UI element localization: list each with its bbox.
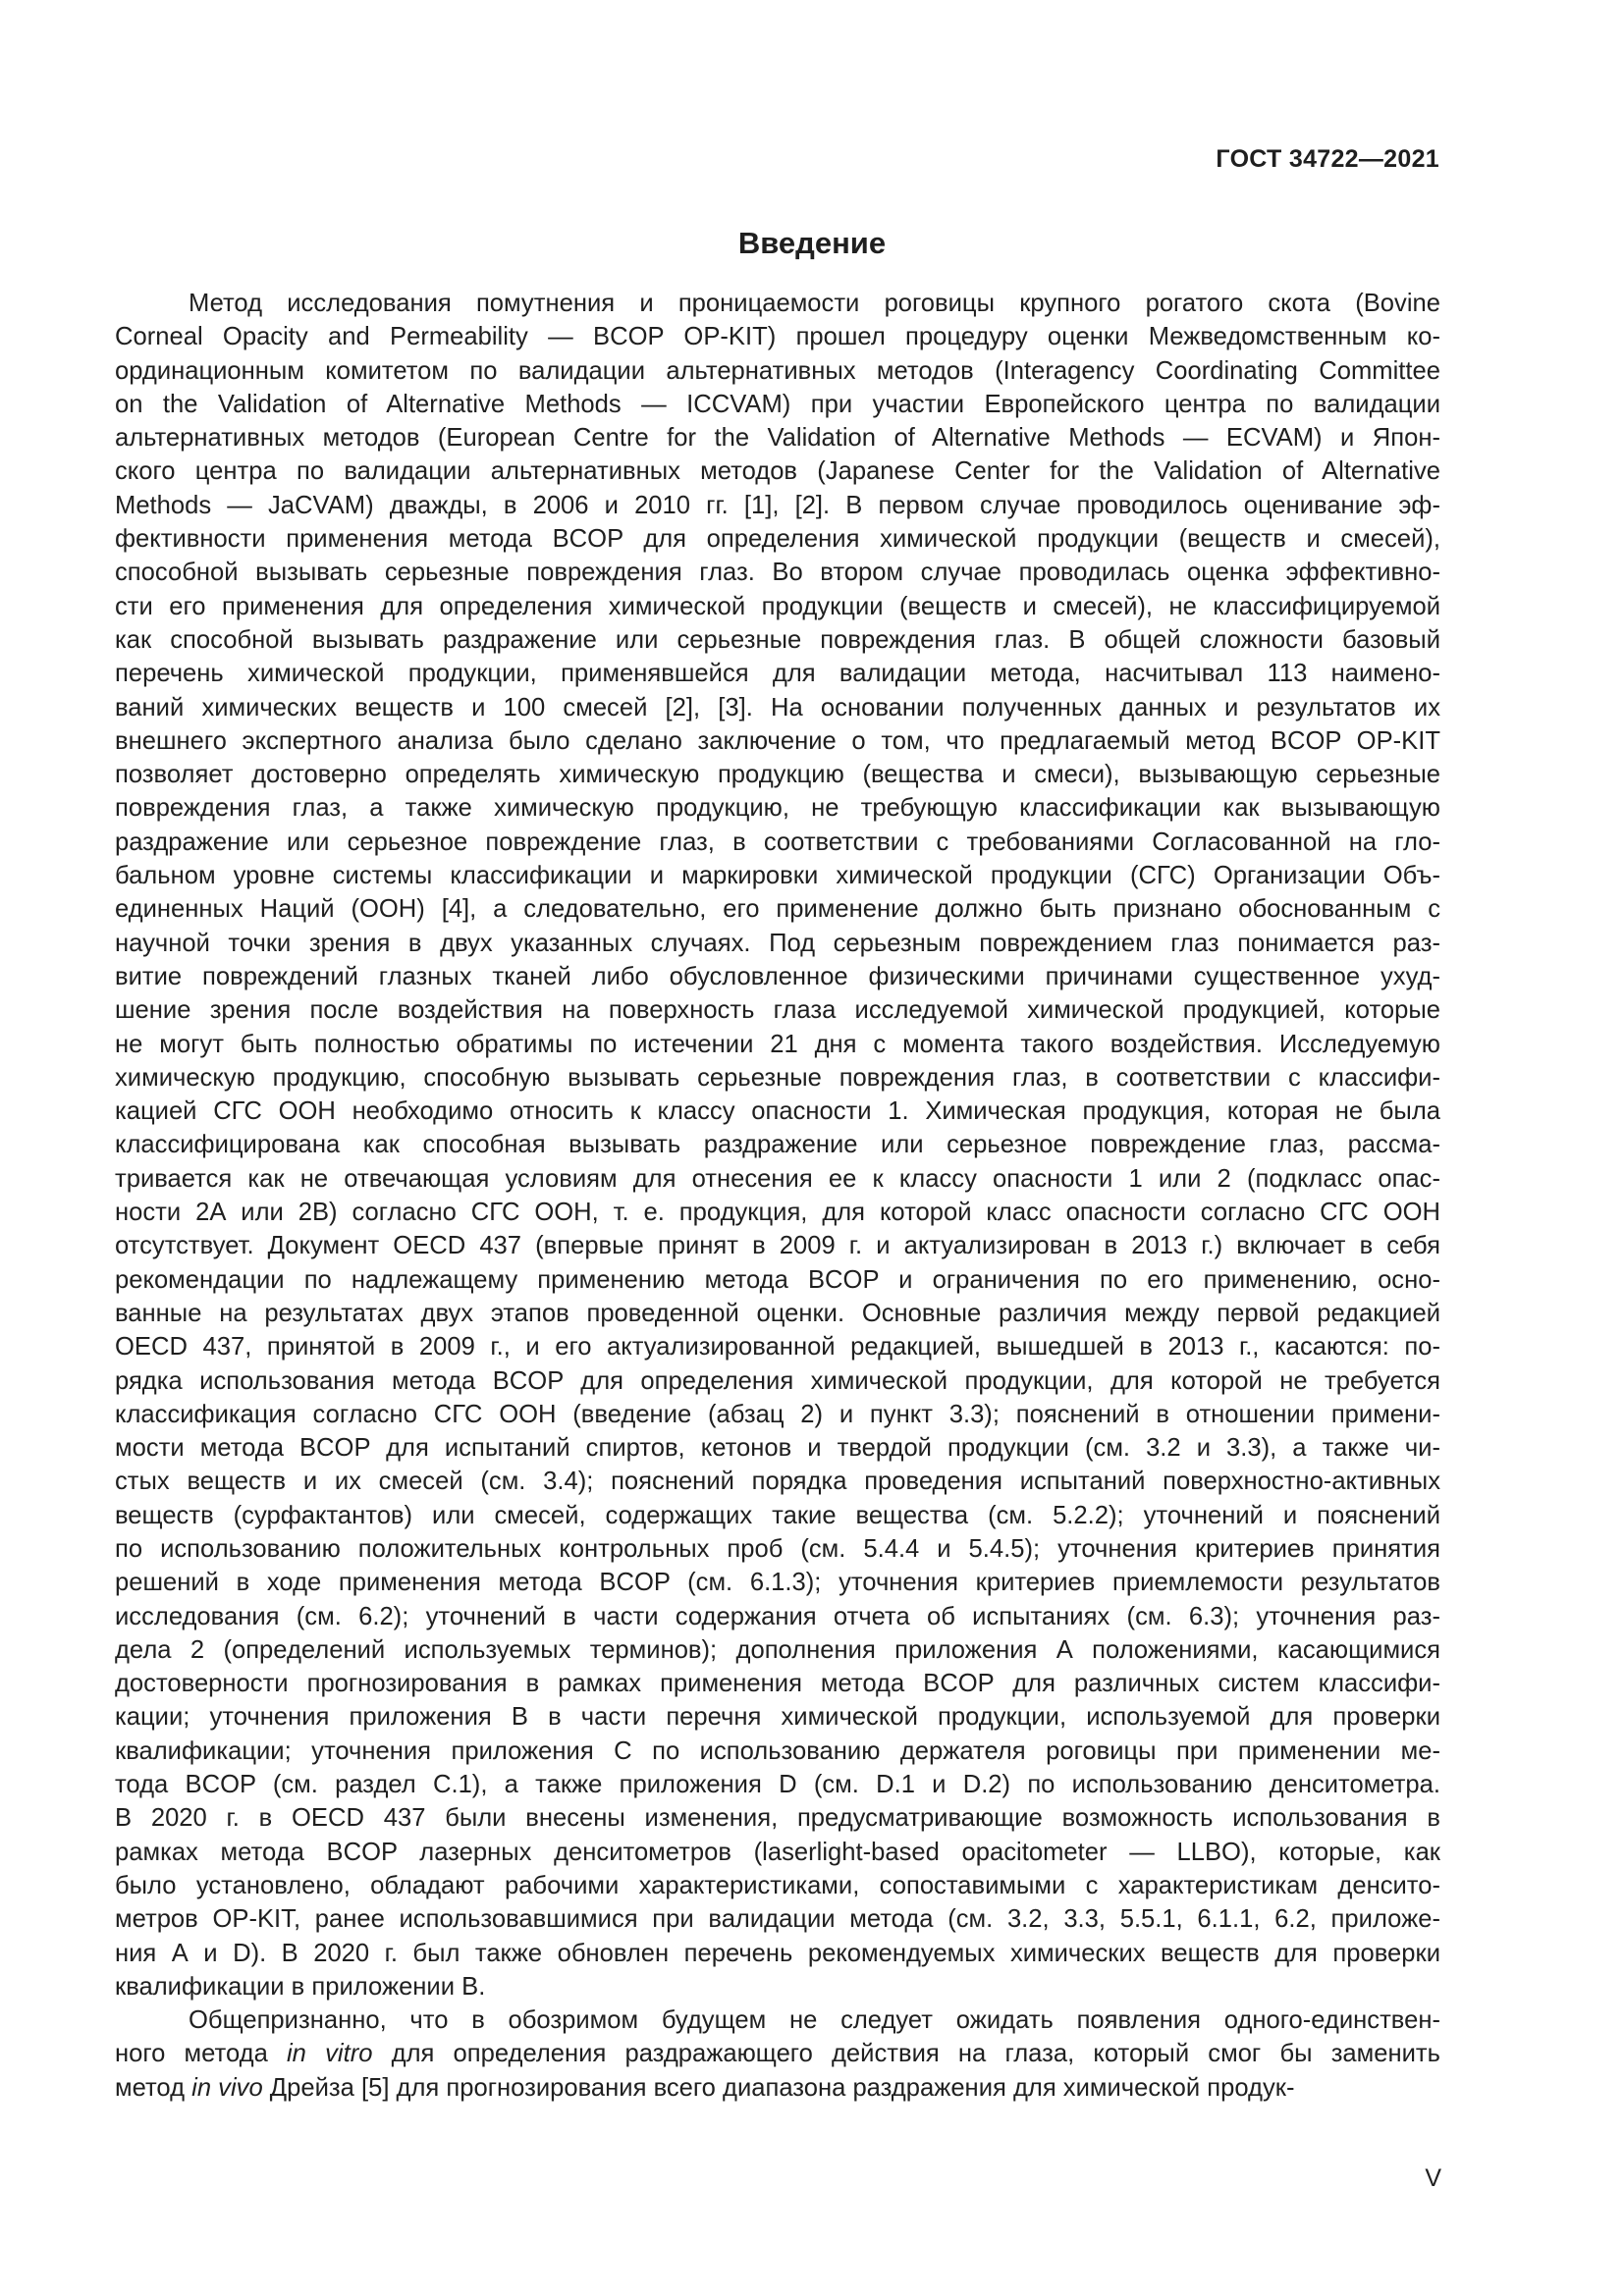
paragraph bbox=[115, 2003, 1440, 2105]
text-line: OECD 437, принятой в 2009 г., и его актуализированной редакцией, вышедшей в 2013 г., касаются: по- bbox=[115, 1333, 1440, 1362]
text-line: тода BCOP (см. раздел С.1), а также приложения D (см. D.1 и D.2) по использованию денситометра. bbox=[115, 1771, 1440, 1799]
text-line: классификация согласно СГС ООН (введение (абзац 2) и пункт 3.3); пояснений в отношении примени- bbox=[115, 1400, 1440, 1428]
text-line: ванные на результатах двух этапов проведенной оценки. Основные различия между первой редакцией bbox=[115, 1299, 1440, 1327]
text-line: Methods — JaCVAM) дважды, в 2006 и 2010 гг. [1], [2]. В первом случае проводилось оценивание эф- bbox=[115, 491, 1440, 519]
text-line: решений в ходе применения метода BCOP (см. 6.1.3); уточнения критериев приемлемости результатов bbox=[115, 1569, 1440, 1597]
text-line: рядка использования метода BCOP для определения химической продукции, для которой не требуется bbox=[115, 1366, 1440, 1395]
text-line: мости метода BCOP для испытаний спиртов, кетонов и твердой продукции (см. 3.2 и 3.3), а также чи- bbox=[115, 1434, 1440, 1463]
text-line: альтернативных методов (European Centre for the Validation of Alternative Methods — ECVAM) и Япон- bbox=[115, 424, 1440, 453]
text-line: достоверности прогнозирования в рамках применения метода BCOP для различных систем классифи- bbox=[115, 1670, 1440, 1698]
text-line: квалификации в приложении В. bbox=[115, 1972, 486, 2001]
text-line: по использованию положительных контрольных проб (см. 5.4.4 и 5.4.5); уточнения критериев принятия bbox=[115, 1534, 1440, 1563]
document-header-standard-id: ГОСТ 34722—2021 bbox=[1216, 145, 1439, 173]
text-line: Общепризнанно, что в обозримом будущем не следует ожидать появления одного-единствен- bbox=[189, 2006, 1440, 2035]
text-line: тривается как не отвечающая условиям для отнесения ее к классу опасности 1 или 2 (подкласс опас- bbox=[115, 1164, 1440, 1193]
paragraph bbox=[115, 287, 1440, 2003]
text-line: Corneal Opacity and Permeability — BCOP OP-KIT) прошел процедуру оценки Межведомственным ко- bbox=[115, 323, 1440, 351]
text-line: научной точки зрения в двух указанных случаях. Под серьезным повреждением глаз понимается раз- bbox=[115, 929, 1440, 957]
text-line: кации; уточнения приложения В в части перечня химической продукции, используемой для проверки bbox=[115, 1703, 1440, 1732]
text-line: метод in vivo Дрейза [5] для прогнозирования всего диапазона раздражения для химической продук- bbox=[115, 2073, 1295, 2102]
text-line: сти его применения для определения химической продукции (веществ и смесей), не классифицируемой bbox=[115, 592, 1440, 620]
text-line: фективности применения метода BCOP для определения химической продукции (веществ и смесей), bbox=[115, 525, 1440, 554]
text-line: шение зрения после воздействия на поверхность глаза исследуемой химической продукцией, которые bbox=[115, 996, 1440, 1025]
text-line: кацией СГС ООН необходимо относить к классу опасности 1. Химическая продукция, которая не была bbox=[115, 1097, 1440, 1126]
text-line: не могут быть полностью обратимы по истечении 21 дня с момента такого воздействия. Исследуемую bbox=[115, 1030, 1440, 1058]
text-line: внешнего экспертного анализа было сделано заключение о том, что предлагаемый метод BCOP OP-KIT bbox=[115, 726, 1440, 755]
text-line: ваний химических веществ и 100 смесей [2], [3]. На основании полученных данных и результатов их bbox=[115, 693, 1440, 721]
text-line: рекомендации по надлежащему применению метода BCOP и ограничения по его применению, осно- bbox=[115, 1265, 1440, 1294]
text-line: способной вызывать серьезные повреждения глаз. Во втором случае проводилась оценка эффективно- bbox=[115, 559, 1440, 587]
text-line: рамках метода BCOP лазерных денситометров (laserlight-based opacitometer — LLBO), которые, как bbox=[115, 1838, 1440, 1866]
text-line: как способной вызывать раздражение или серьезные повреждения глаз. В общей сложности базовый bbox=[115, 625, 1440, 654]
text-line: химическую продукцию, способную вызывать серьезные повреждения глаз, в соответствии с классифи- bbox=[115, 1063, 1440, 1092]
text-line: бальном уровне системы классификации и маркировки химической продукции (СГС) Организации Объ- bbox=[115, 862, 1440, 890]
section-title: Введение bbox=[737, 226, 887, 260]
page-number: V bbox=[1425, 2164, 1441, 2192]
text-line: on the Validation of Alternative Methods — ICCVAM) при участии Европейского центра по валидации bbox=[115, 390, 1440, 418]
text-line: ния А и D). В 2020 г. был также обновлен перечень рекомендуемых химических веществ для проверки bbox=[115, 1939, 1440, 1967]
text-line: исследования (см. 6.2); уточнений в части содержания отчета об испытаниях (см. 6.3); уточнения раз- bbox=[115, 1602, 1440, 1630]
text-line: метров OP-KIT, ранее использовавшимися при валидации метода (см. 3.2, 3.3, 5.5.1, 6.1.1, 6.2, приложе- bbox=[115, 1905, 1440, 1934]
text-line: позволяет достоверно определять химическую продукцию (вещества и смеси), вызывающую серьезные bbox=[115, 761, 1440, 789]
text-line: ординационным комитетом по валидации альтернативных методов (Interagency Coordinating Committee bbox=[115, 356, 1440, 385]
body-text bbox=[115, 287, 1440, 2105]
text-line: отсутствует. Документ OECD 437 (впервые принят в 2009 г. и актуализирован в 2013 г.) включает в себя bbox=[115, 1232, 1440, 1260]
text-line: было установлено, обладают рабочими характеристиками, сопоставимыми с характеристикам денсито- bbox=[115, 1871, 1440, 1899]
text-line: классифицирована как способная вызывать раздражение или серьезное повреждение глаз, рассма- bbox=[115, 1131, 1440, 1159]
text-line: В 2020 г. в OECD 437 были внесены изменения, предусматривающие возможность использования в bbox=[115, 1804, 1440, 1833]
text-line: единенных Наций (ООН) [4], а следовательно, его применение должно быть признано обоснованным с bbox=[115, 895, 1440, 924]
text-line: ности 2А или 2В) согласно СГС ООН, т. е. продукция, для которой класс опасности согласно СГС ООН bbox=[115, 1199, 1440, 1227]
text-line: ного метода in vitro для определения раздражающего действия на глаза, который смог бы заменить bbox=[115, 2040, 1440, 2068]
text-line: дела 2 (определений используемых терминов); дополнения приложения А положениями, касающимися bbox=[115, 1635, 1440, 1664]
text-line: ского центра по валидации альтернативных методов (Japanese Center for the Validation of Alternative bbox=[115, 457, 1440, 486]
text-line: Метод исследования помутнения и проницаемости роговицы крупного рогатого скота (Bovine bbox=[189, 290, 1440, 317]
text-line: веществ (сурфактантов) или смесей, содержащих такие вещества (см. 5.2.2); уточнений и пояснений bbox=[115, 1501, 1440, 1529]
text-line: стых веществ и их смесей (см. 3.4); пояснений порядка проведения испытаний поверхностно-активных bbox=[115, 1468, 1440, 1496]
text-line: повреждения глаз, а также химическую продукцию, не требующую классификации как вызывающую bbox=[115, 794, 1440, 823]
text-line: перечень химической продукции, применявшейся для валидации метода, насчитывал 113 наимено- bbox=[115, 660, 1440, 688]
text-line: витие повреждений глазных тканей либо обусловленное физическими причинами существенное ухуд- bbox=[115, 962, 1440, 990]
text-line: раздражение или серьезное повреждение глаз, в соответствии с требованиями Согласованной на гло- bbox=[115, 828, 1440, 856]
text-line: квалификации; уточнения приложения С по использованию держателя роговицы при применении ме- bbox=[115, 1736, 1440, 1765]
